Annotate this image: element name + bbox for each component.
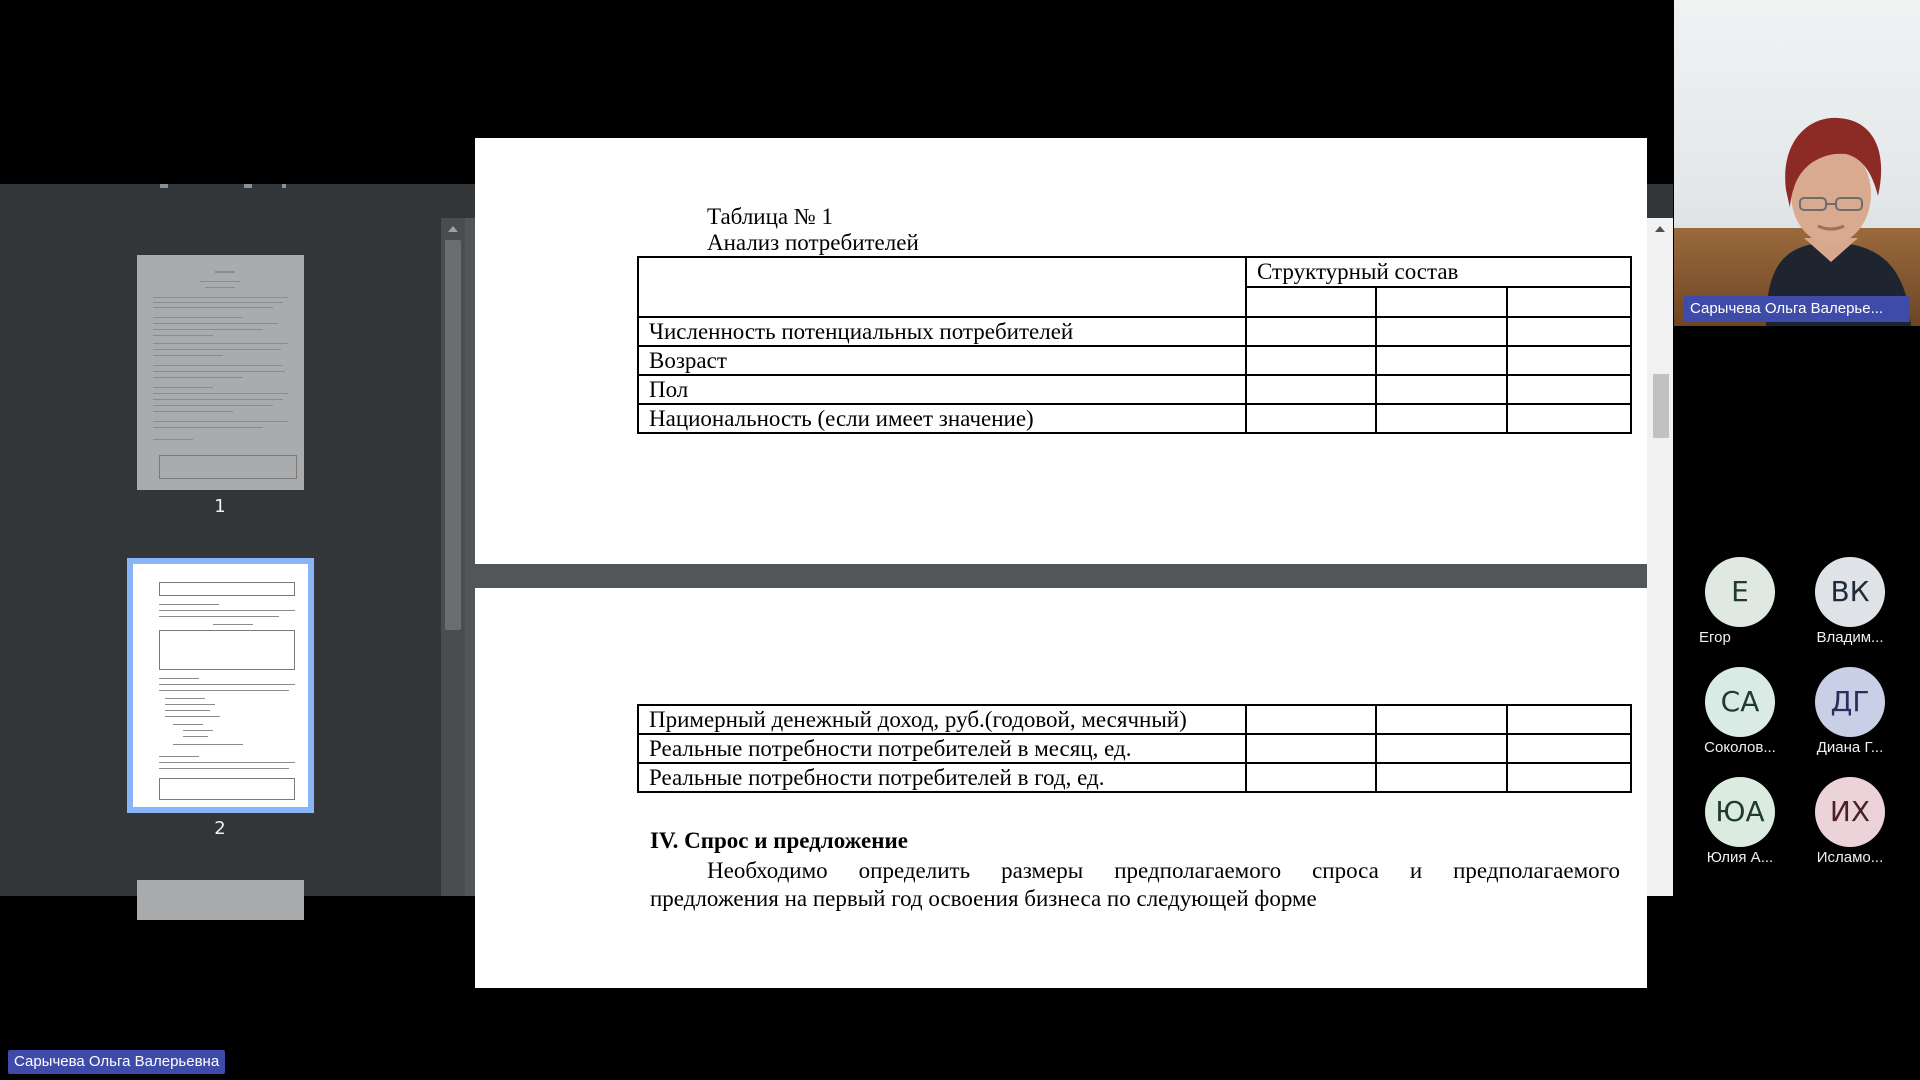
thumb-line	[153, 335, 213, 336]
participant-avatar: ВК	[1815, 557, 1885, 627]
thumbnail-sidebar	[0, 218, 441, 896]
scroll-up-arrow-icon[interactable]	[1655, 226, 1665, 232]
table-cell	[1246, 287, 1376, 317]
header-group-cell: Структурный состав	[1246, 257, 1631, 287]
table-row	[638, 346, 1631, 375]
document-page-1	[475, 138, 1647, 564]
row-label: Примерный денежный доход, руб.(годовой, месячный)	[638, 705, 1246, 734]
table-cell	[1246, 763, 1376, 792]
participant-avatar: Е	[1705, 557, 1775, 627]
thumbnail-label-1: 1	[214, 496, 226, 517]
page-thumbnail-1[interactable]	[137, 255, 304, 490]
scrollbar-thumb[interactable]	[1653, 374, 1669, 438]
thumb-line	[153, 439, 193, 440]
toolbar-fragment	[160, 184, 168, 188]
document-scrollbar[interactable]	[1647, 218, 1673, 896]
table-caption: Таблица № 1	[707, 204, 834, 229]
speaker-video-image	[1746, 112, 1916, 326]
participant-tile-2[interactable]	[1795, 557, 1905, 646]
thumb-line	[153, 302, 283, 303]
scroll-up-arrow-icon[interactable]	[448, 226, 458, 232]
thumb-line	[173, 724, 203, 725]
shared-screen	[0, 184, 1673, 911]
paragraph-line: Необходимо определить размеры предполагаемого спроса и предполагаемого	[707, 858, 1620, 883]
thumb-line	[165, 716, 220, 717]
page-thumbnail-2[interactable]	[127, 558, 314, 813]
table-row	[638, 375, 1631, 404]
scrollbar-thumb[interactable]	[445, 240, 461, 630]
toolbar-fragment	[244, 184, 252, 188]
row-label: Численность потенциальных потребителей	[638, 317, 1246, 346]
thumbnail-content	[145, 263, 296, 482]
thumb-line	[173, 744, 243, 745]
thumb-line	[153, 297, 288, 298]
thumb-table	[159, 778, 295, 800]
thumb-line	[153, 411, 233, 412]
participant-avatar: ДГ	[1815, 667, 1885, 737]
presenter-name-tag: Сарычева Ольга Валерьевна	[8, 1050, 225, 1074]
thumb-line	[159, 604, 219, 605]
thumb-line	[153, 393, 288, 394]
section-number: IV	[650, 828, 673, 853]
table-cell	[1376, 734, 1507, 763]
table-row	[638, 317, 1631, 346]
thumb-line	[153, 421, 288, 422]
table-cell	[1246, 705, 1376, 734]
thumb-line	[153, 365, 283, 366]
thumb-line	[153, 371, 285, 372]
thumb-line	[159, 762, 295, 763]
participant-tile-6[interactable]	[1795, 777, 1905, 866]
participant-avatar: ИХ	[1815, 777, 1885, 847]
table-cell	[1246, 734, 1376, 763]
table-cell	[1376, 346, 1507, 375]
table-cell	[1246, 404, 1376, 433]
thumb-line	[153, 343, 288, 344]
document-page-2	[475, 588, 1647, 988]
speaker-video-tile[interactable]	[1674, 0, 1920, 326]
participant-name: Владим...	[1816, 629, 1884, 646]
thumb-line	[200, 281, 240, 282]
thumb-line	[153, 329, 263, 330]
thumb-line	[153, 399, 283, 400]
thumb-line	[165, 710, 210, 711]
page-thumbnail-3[interactable]	[137, 880, 304, 920]
table-cell	[1376, 317, 1507, 346]
thumb-table	[159, 630, 295, 670]
thumb-line	[165, 704, 215, 705]
table-cell	[1376, 287, 1507, 317]
table-cell	[1376, 404, 1507, 433]
table-row	[638, 705, 1631, 734]
participant-name: Исламо...	[1816, 849, 1884, 866]
table-cell	[1246, 346, 1376, 375]
thumb-line	[165, 698, 205, 699]
thumb-line	[153, 405, 273, 406]
thumb-line	[159, 684, 295, 685]
paragraph-line: предложения на первый год освоения бизнеса по следующей форме	[650, 886, 1317, 911]
participant-tile-5[interactable]	[1685, 777, 1795, 866]
thumbnail-content	[133, 564, 308, 807]
thumb-line	[153, 307, 273, 308]
row-label: Пол	[638, 375, 1246, 404]
table-cell	[1507, 763, 1631, 792]
table-cell	[1507, 734, 1631, 763]
thumb-line	[153, 387, 213, 388]
table-cell	[1507, 346, 1631, 375]
participant-name: Юлия А...	[1706, 849, 1774, 866]
participant-tile-3[interactable]	[1685, 667, 1795, 756]
participant-name: Соколов...	[1704, 739, 1776, 756]
thumbnail-label-2: 2	[214, 818, 226, 839]
thumb-line	[213, 624, 253, 625]
thumb-line	[159, 678, 199, 679]
table-cell	[1507, 375, 1631, 404]
thumb-line	[153, 427, 263, 428]
thumb-line	[159, 768, 289, 769]
thumb-line	[153, 349, 281, 350]
table-cell	[1507, 317, 1631, 346]
participant-tile-1[interactable]	[1685, 557, 1795, 646]
thumb-line	[159, 610, 295, 611]
thumb-line	[215, 271, 235, 273]
table-cell	[1246, 375, 1376, 404]
thumb-line	[153, 317, 243, 318]
consumer-analysis-table	[637, 256, 1632, 434]
table-row	[638, 763, 1631, 792]
speaker-name-tag: Сарычева Ольга Валерье...	[1684, 296, 1910, 322]
toolbar-fragment	[282, 184, 286, 188]
thumb-line	[159, 756, 199, 757]
table-row	[638, 734, 1631, 763]
table-cell	[1246, 317, 1376, 346]
table-cell	[1507, 287, 1631, 317]
thumb-line	[153, 323, 278, 324]
participant-name: Диана Г...	[1816, 739, 1884, 756]
table-cell	[638, 257, 1246, 317]
table-cell	[1507, 404, 1631, 433]
participant-avatar: ЮА	[1705, 777, 1775, 847]
thumb-line	[159, 616, 279, 617]
thumb-table	[159, 455, 297, 479]
participant-tile-4[interactable]	[1795, 667, 1905, 756]
row-label: Реальные потребности потребителей в месяц, ед.	[638, 734, 1246, 763]
thumb-line	[159, 690, 289, 691]
thumb-line	[183, 730, 213, 731]
row-label: Возраст	[638, 346, 1246, 375]
section-heading	[650, 828, 908, 854]
thumb-table	[159, 582, 295, 596]
thumb-line	[153, 377, 243, 378]
row-label: Реальные потребности потребителей в год, ед.	[638, 763, 1246, 792]
table-cell	[1376, 705, 1507, 734]
participant-avatar: СА	[1705, 667, 1775, 737]
section-title: . Спрос и предложение	[672, 828, 908, 853]
thumb-line	[153, 355, 223, 356]
table-cell	[1507, 705, 1631, 734]
consumer-analysis-table-continued	[637, 704, 1632, 793]
table-header-row	[638, 257, 1631, 287]
row-label: Национальность (если имеет значение)	[638, 404, 1246, 433]
table-title: Анализ потребителей	[707, 230, 919, 255]
table-row	[638, 404, 1631, 433]
thumb-line	[205, 287, 235, 288]
table-cell	[1376, 375, 1507, 404]
participant-name: Егор	[1699, 629, 1731, 646]
document-viewer[interactable]	[465, 204, 1673, 911]
thumb-line	[183, 736, 208, 737]
thumbnail-scrollbar[interactable]	[441, 218, 465, 896]
table-cell	[1376, 763, 1507, 792]
